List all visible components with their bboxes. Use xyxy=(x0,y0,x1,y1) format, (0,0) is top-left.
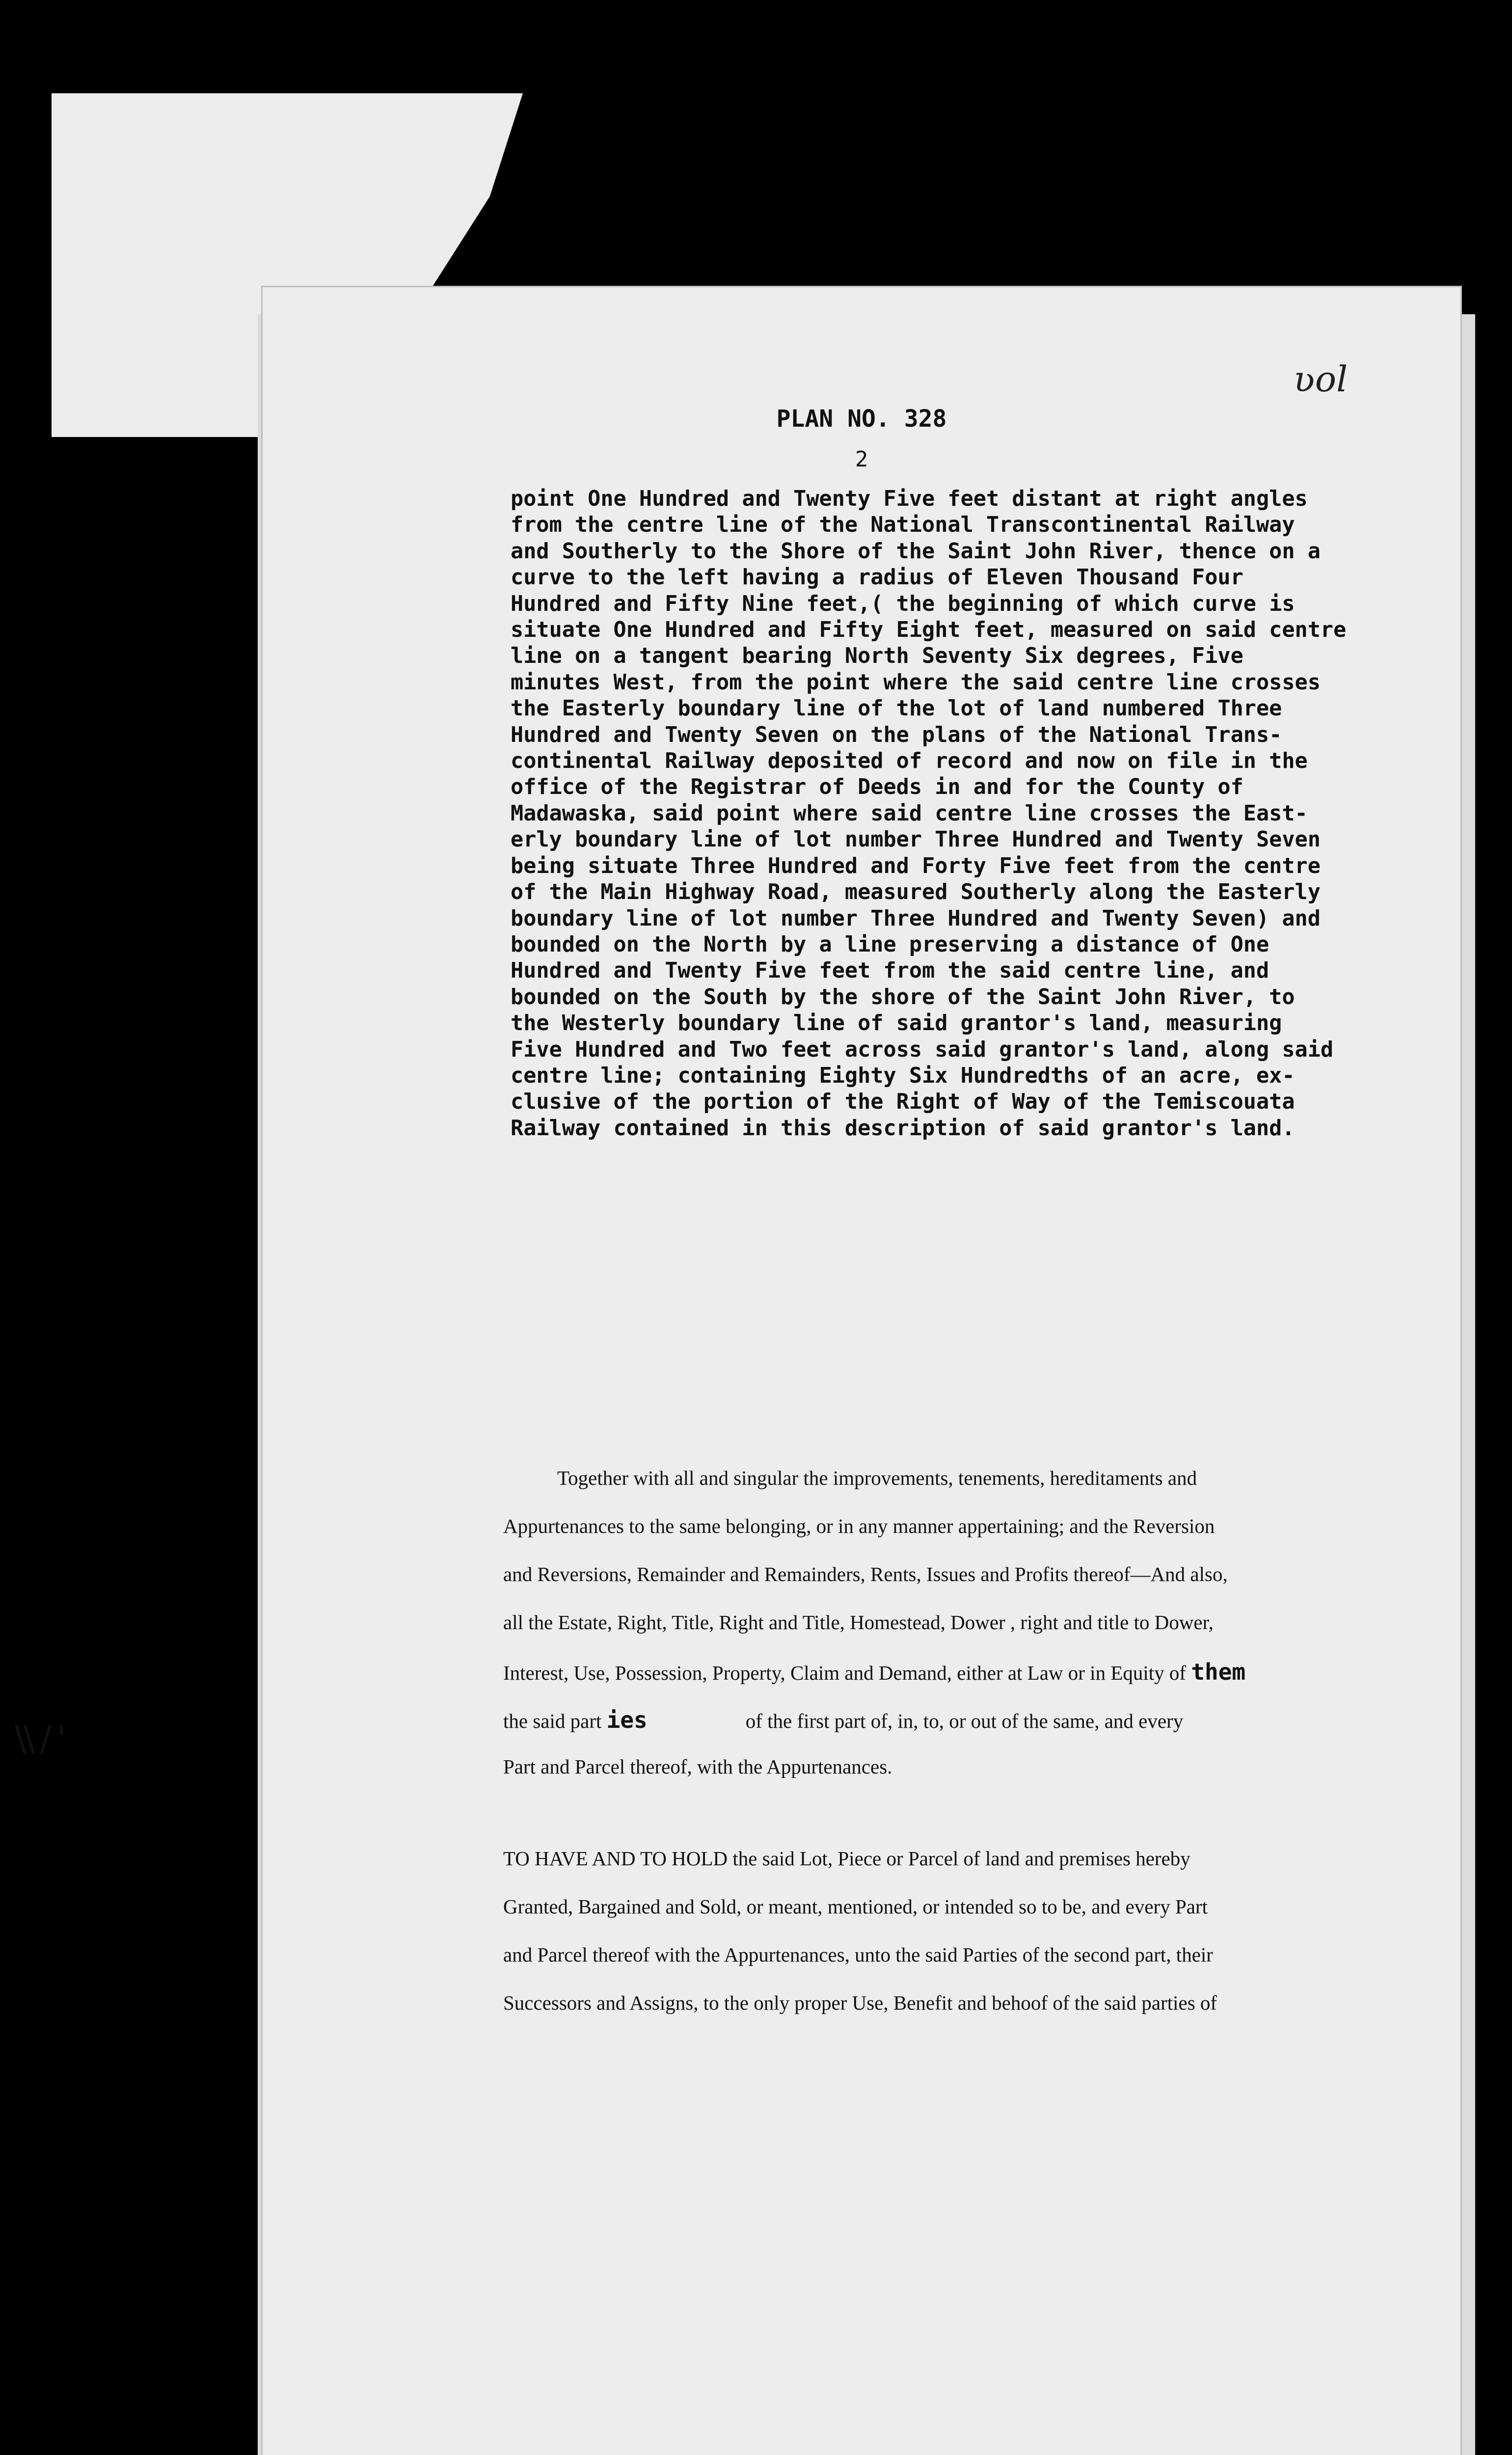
document-page xyxy=(263,287,1460,2455)
typed-line: situate One Hundred and Fifty Eight feet, measured on said centre xyxy=(511,618,1347,643)
clause-line: and Parcel thereof with the Appurtenances, unto the said Parties of the second part, their xyxy=(503,1943,1213,1966)
clause-line: Together with all and singular the improvements, tenements, hereditaments and xyxy=(557,1467,1197,1489)
clause-line: Granted, Bargained and Sold, or meant, mentioned, or intended so to be, and every Part xyxy=(503,1895,1208,1918)
clause-line xyxy=(503,1709,1446,1757)
typed-line: erly boundary line of lot number Three Hundred and Twenty Seven xyxy=(511,827,1321,852)
plan-heading: PLAN NO. 328 xyxy=(776,405,947,433)
typed-line: point One Hundred and Twenty Five feet distant at right angles xyxy=(511,487,1308,511)
printed-clause-habendum xyxy=(503,1849,1446,2041)
clause-text: the said part xyxy=(503,1710,602,1732)
clause-text: of the first part of, in, to, or out of the same, and every xyxy=(745,1710,1184,1732)
typed-line: line on a tangent bearing North Seventy Six degrees, Five xyxy=(511,644,1243,669)
typed-fill-ies: ies xyxy=(606,1707,648,1733)
typed-line: Hundred and Twenty Seven on the plans of the National Trans- xyxy=(511,722,1282,747)
typed-line: curve to the left having a radius of Eleven Thousand Four xyxy=(511,565,1243,590)
clause-text: Interest, Use, Possession, Property, Claim and Demand, either at Law or in Equity of xyxy=(503,1662,1187,1684)
typed-line: the Westerly boundary line of said grantor's land, measuring xyxy=(511,1011,1282,1036)
typed-line: boundary line of lot number Three Hundred and Twenty Seven) and xyxy=(511,906,1321,931)
typed-fill-them: them xyxy=(1191,1659,1246,1685)
typed-line: Hundred and Twenty Five feet from the said centre line, and xyxy=(511,958,1269,983)
typed-line: bounded on the South by the shore of the Saint John River, to xyxy=(511,984,1295,1009)
typed-line: centre line; containing Eighty Six Hundredths of an acre, ex- xyxy=(511,1063,1295,1088)
clause-line: Appurtenances to the same belonging, or in any manner appertaining; and the Reversion xyxy=(503,1515,1215,1537)
clause-line: TO HAVE AND TO HOLD the said Lot, Piece or Parcel of land and premises hereby xyxy=(503,1847,1190,1870)
typed-line: Madawaska, said point where said centre line crosses the East- xyxy=(511,801,1308,826)
typed-line: and Southerly to the Shore of the Saint John River, thence on a xyxy=(511,539,1321,564)
typed-line: being situate Three Hundred and Forty Five feet from the centre xyxy=(511,853,1321,878)
page-number: 2 xyxy=(855,447,868,472)
typed-line: Five Hundred and Two feet across said grantor's land, along said xyxy=(511,1037,1334,1062)
corner-mark: ʋol xyxy=(1294,358,1348,400)
typed-line: office of the Registrar of Deeds in and for the County of xyxy=(511,775,1243,800)
typed-line: Railway contained in this description of said grantor's land. xyxy=(511,1116,1295,1141)
printed-clause-together xyxy=(503,1468,1446,1805)
typed-line: bounded on the North by a line preserving a distance of One xyxy=(511,932,1269,957)
clause-line: all the Estate, Right, Title, Right and Title, Homestead, Dower , right and title to Dower, xyxy=(503,1611,1214,1634)
typed-line: Hundred and Fifty Nine feet,( the beginning of which curve is xyxy=(511,591,1295,616)
margin-ticks: \\ / ' xyxy=(15,1718,63,1759)
clause-line: and Reversions, Remainder and Remainders, Rents, Issues and Profits thereof—And also, xyxy=(503,1563,1228,1585)
clause-line: Part and Parcel thereof, with the Appurtenances. xyxy=(503,1755,892,1778)
typed-line: minutes West, from the point where the said centre line crosses xyxy=(511,670,1321,695)
clause-line: Successors and Assigns, to the only proper Use, Benefit and behoof of the said parties of xyxy=(503,1991,1217,2014)
typed-description xyxy=(511,486,1443,1142)
typed-line: clusive of the portion of the Right of Way of the Temiscouata xyxy=(511,1090,1295,1115)
typed-line: continental Railway deposited of record and now on file in the xyxy=(511,749,1308,774)
typed-line: of the Main Highway Road, measured Southerly along the Easterly xyxy=(511,880,1321,905)
typed-line: the Easterly boundary line of the lot of land numbered Three xyxy=(511,696,1282,721)
typed-line: from the centre line of the National Transcontinental Railway xyxy=(511,513,1295,538)
clause-line xyxy=(503,1661,1446,1709)
